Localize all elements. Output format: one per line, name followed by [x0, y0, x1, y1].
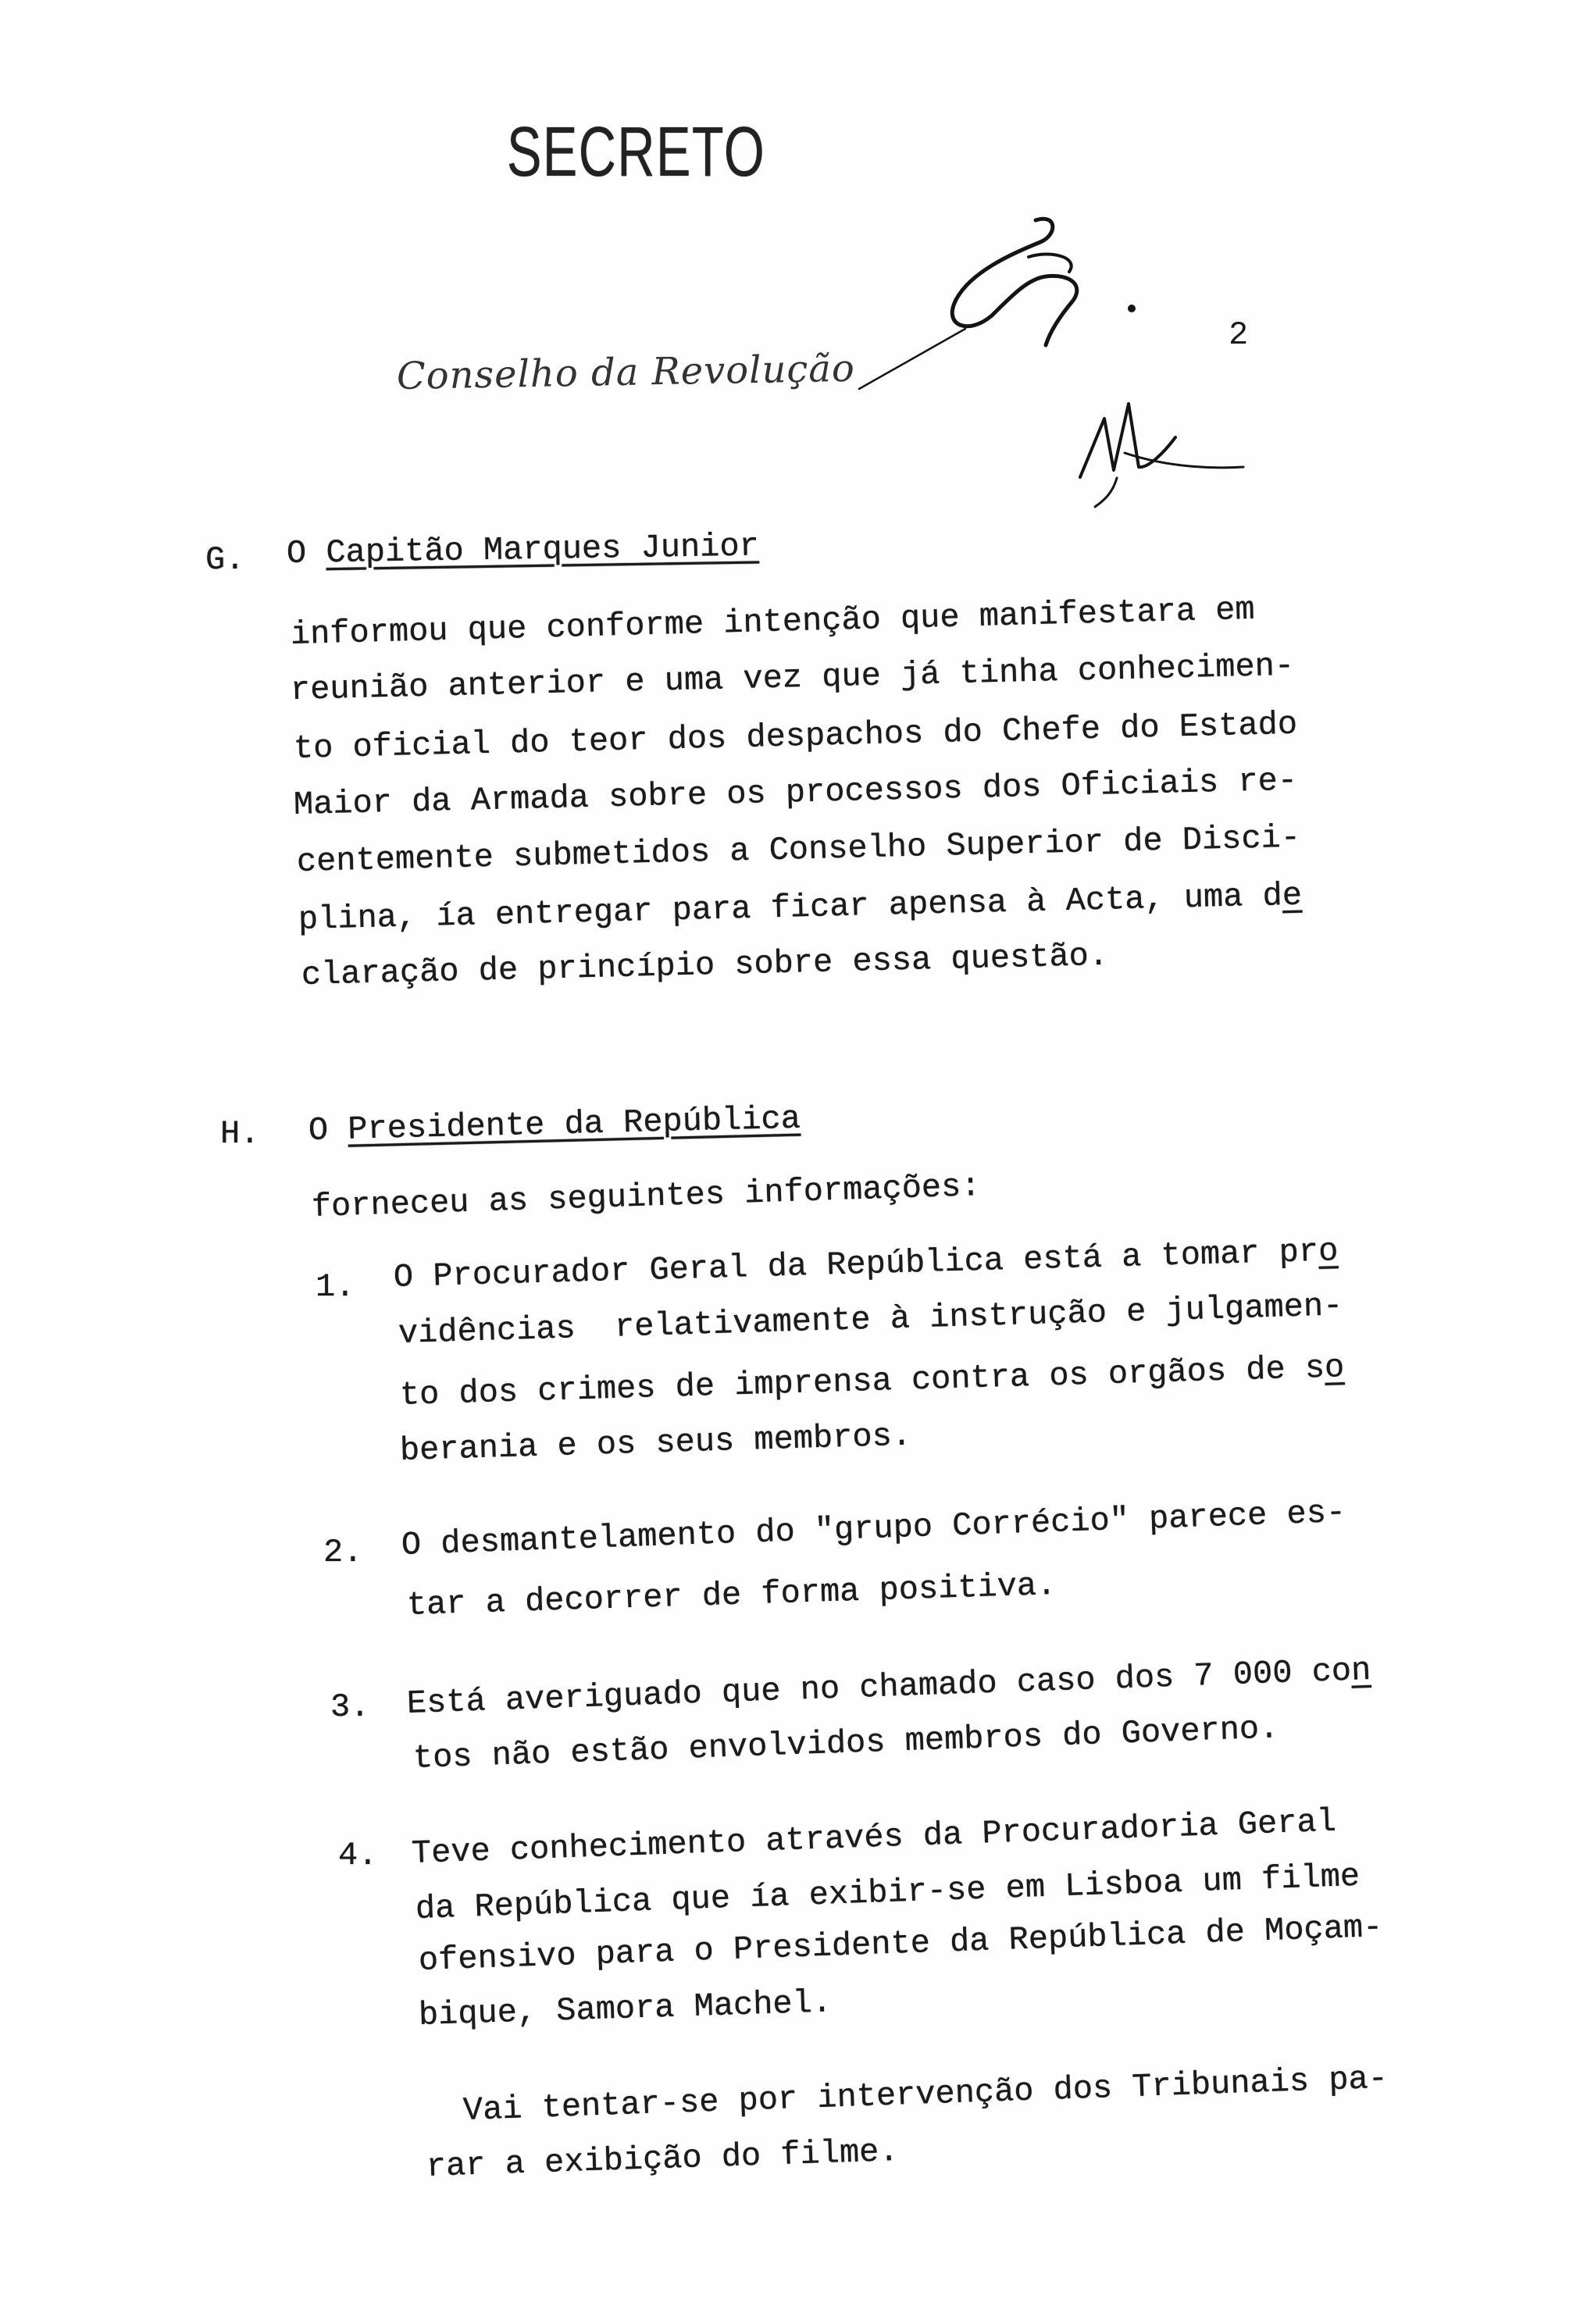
- text-line: [399, 1349, 1345, 1414]
- line-text: ofensivo para o Presidente da República de Moçam-: [418, 1908, 1384, 1980]
- letterhead: Conselho da Revolução: [396, 346, 856, 398]
- line-text: Teve conhecimento através da Procuradoria Geral: [411, 1802, 1337, 1873]
- signature-tail-stroke: [859, 329, 965, 389]
- text-line: [401, 1494, 1346, 1564]
- line-underlined-tail: e: [1282, 876, 1303, 915]
- text-line: [399, 1417, 911, 1470]
- text-line: [301, 937, 1108, 994]
- heading-name: Presidente da República: [347, 1100, 801, 1149]
- line-text: Maior da Armada sobre os processos dos Oficiais re-: [293, 761, 1298, 824]
- line-underlined-tail: n: [1350, 1651, 1372, 1690]
- item-number: 3.: [330, 1688, 370, 1726]
- text-line: [290, 647, 1294, 709]
- section-g-letter: G.: [205, 541, 245, 579]
- text-line: [412, 1709, 1279, 1777]
- line-text: reunião anterior e uma vez que já tinha conhecimen-: [290, 647, 1295, 709]
- page-number: 2: [1229, 316, 1249, 354]
- text-line: [418, 1984, 833, 2034]
- initials-underline-stroke: [1125, 453, 1243, 468]
- line-text: tos não estão envolvidos membros do Governo.: [412, 1709, 1280, 1777]
- heading-prefix: O: [308, 1111, 329, 1150]
- text-line: [293, 762, 1297, 824]
- line-text: claração de princípio sobre essa questão.: [301, 936, 1109, 994]
- text-line: [296, 819, 1300, 881]
- line-text: plina, ía entregar para ficar apensa à Acta, uma d: [298, 877, 1283, 939]
- line-underlined-tail: o: [1318, 1232, 1339, 1271]
- text-line: [411, 1803, 1337, 1873]
- signature-loop: [1029, 254, 1072, 272]
- line-text: vidências relativamente à instrução e julgamen-: [398, 1287, 1343, 1353]
- text-line: [393, 1232, 1339, 1296]
- line-text: to oficial do teor dos despachos do Chefe do Estado: [293, 705, 1298, 768]
- item-number: 1.: [316, 1268, 355, 1306]
- signature-scrawl: [952, 219, 1077, 345]
- line-underlined-tail: o: [1324, 1349, 1345, 1387]
- line-text: berania e os seus membros.: [399, 1417, 912, 1470]
- item-number: 2.: [323, 1534, 363, 1571]
- heading-name: Capitão Marques Junior: [326, 527, 760, 572]
- line-text: da República que ía exibir-se em Lisboa um filme: [415, 1857, 1361, 1928]
- line-text: O Procurador Geral da República está a tomar pr: [393, 1232, 1319, 1296]
- line-text: to dos crimes de imprensa contra os orgãos de s: [399, 1349, 1325, 1414]
- section-h-letter: H.: [220, 1115, 260, 1153]
- line-text: informou que conforme intenção que manifestara em: [290, 590, 1256, 654]
- secret-stamp: SECRETO: [507, 113, 766, 191]
- initials-tail-stroke: [1095, 478, 1117, 507]
- line-text: O desmantelamento do "grupo Corrécio" parece es-: [401, 1493, 1346, 1564]
- initials-scrawl: [1080, 404, 1175, 477]
- item-number: 4.: [338, 1837, 378, 1874]
- line-text: Está averiguado que no chamado caso dos 7 000 co: [406, 1652, 1352, 1723]
- text-line: [406, 1567, 1057, 1624]
- text-line: [298, 877, 1302, 939]
- note-line: rar a exibição do filme.: [426, 2132, 900, 2186]
- line-text: tar a decorrer de forma positiva.: [406, 1566, 1057, 1624]
- text-line: [290, 591, 1255, 654]
- line-text: centemente submetidos a Conselho Superior de Disci-: [296, 818, 1301, 881]
- text-line: [398, 1287, 1343, 1353]
- text-line: [293, 706, 1297, 768]
- signature-dot: [1128, 305, 1136, 312]
- section-g-heading: [287, 528, 760, 572]
- section-h-heading: [308, 1100, 801, 1150]
- section-h-intro: forneceu as seguintes informações:: [311, 1167, 982, 1226]
- line-text: bique, Samora Machel.: [418, 1984, 833, 2034]
- note-line: Vai tentar-se por intervenção dos Tribunais pa-: [462, 2059, 1389, 2130]
- heading-prefix: O: [286, 534, 307, 572]
